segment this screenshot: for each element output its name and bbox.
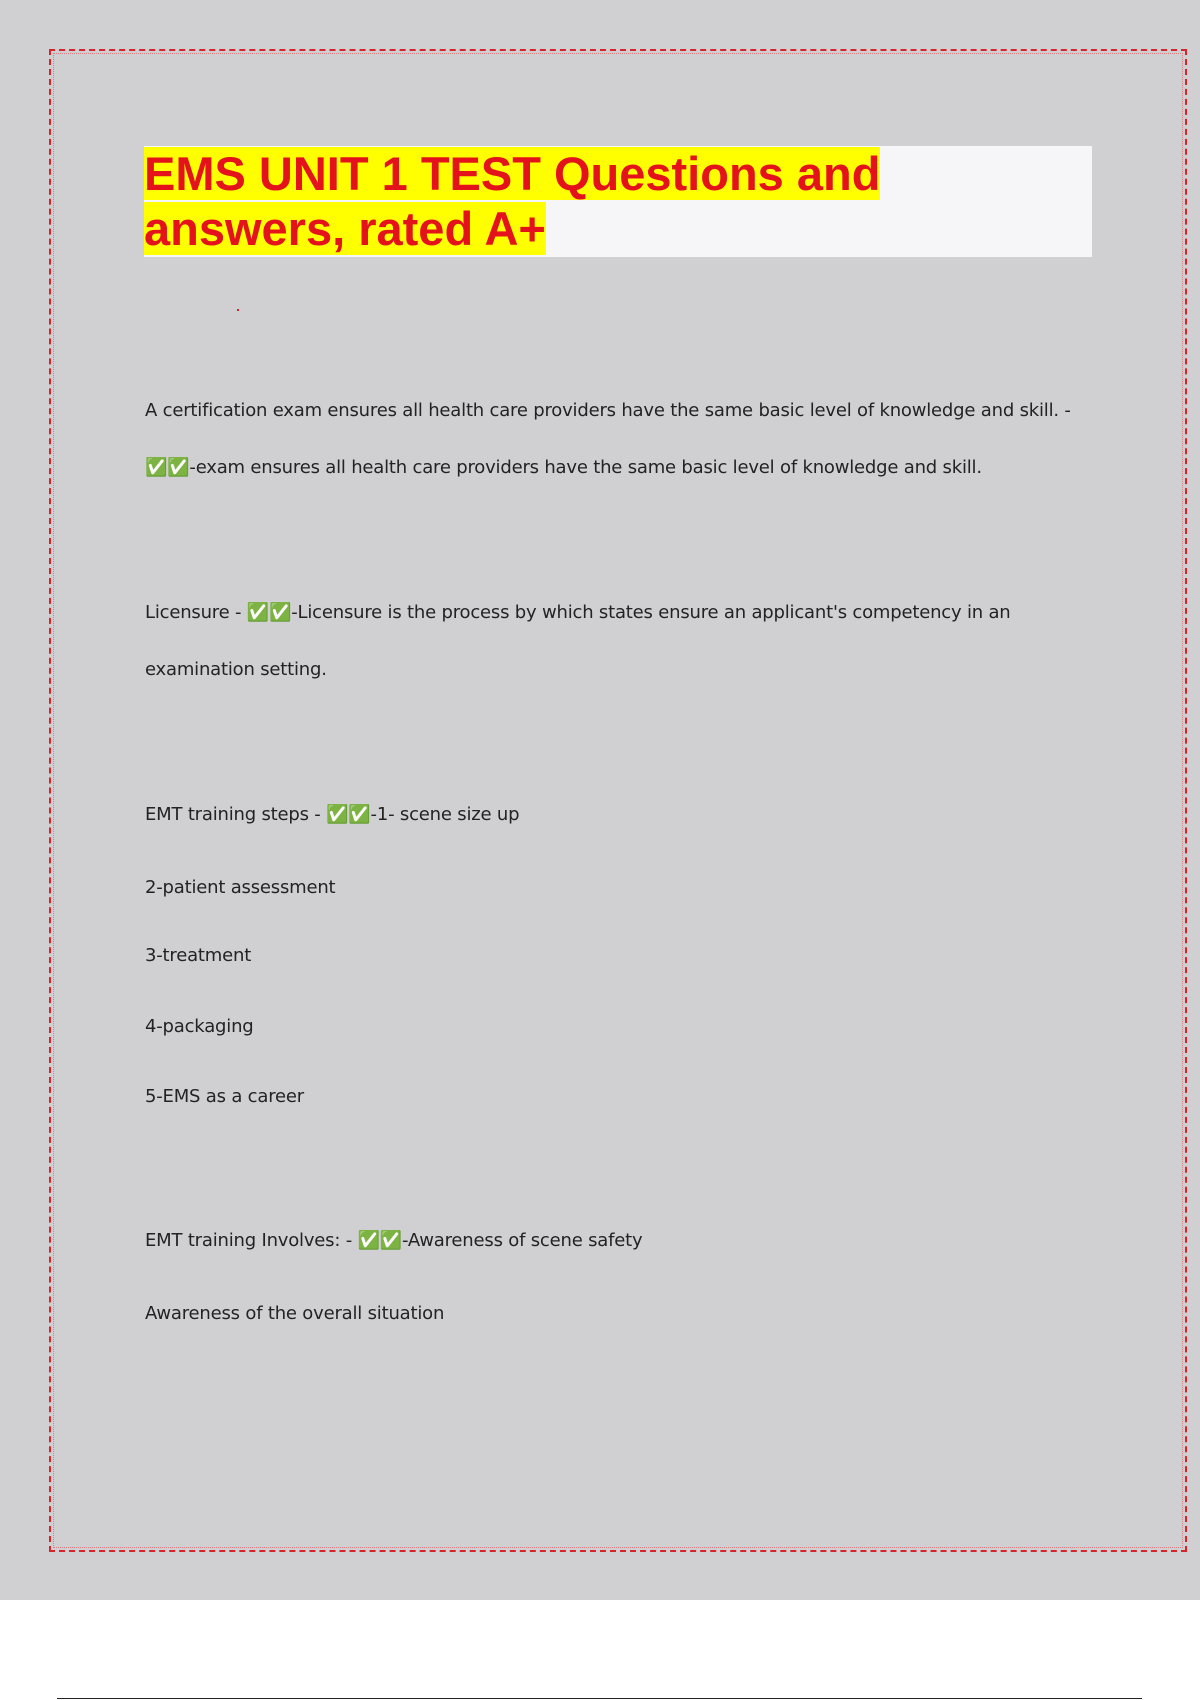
qa-2-question: Licensure - ✅✅-Licensure is the process by which states ensure an applicant's competency in an <box>145 602 1011 623</box>
title-line-2: answers, rated A+ <box>144 202 546 255</box>
qa-1-question: A certification exam ensures all health care providers have the same basic level of knowledge and skill. - <box>145 400 1071 421</box>
next-page-rule <box>57 1698 1142 1699</box>
stray-mark <box>237 309 239 311</box>
qa-3-step-2: 2-patient assessment <box>145 877 336 898</box>
qa-1-answer: ✅✅-exam ensures all health care providers have the same basic level of knowledge and skill. <box>145 457 982 478</box>
qa-3-question: EMT training steps - ✅✅-1- scene size up <box>145 804 520 825</box>
qa-4-question: EMT training Involves: - ✅✅-Awareness of scene safety <box>145 1230 643 1251</box>
qa-3-step-4: 4-packaging <box>145 1016 254 1037</box>
document-title <box>144 146 904 256</box>
title-line-1: EMS UNIT 1 TEST Questions and <box>144 147 881 200</box>
qa-3-step-3: 3-treatment <box>145 945 252 966</box>
qa-2-answer-continued: examination setting. <box>145 659 327 680</box>
qa-3-step-5: 5-EMS as a career <box>145 1086 304 1107</box>
qa-4-answer-continued: Awareness of the overall situation <box>145 1303 445 1324</box>
